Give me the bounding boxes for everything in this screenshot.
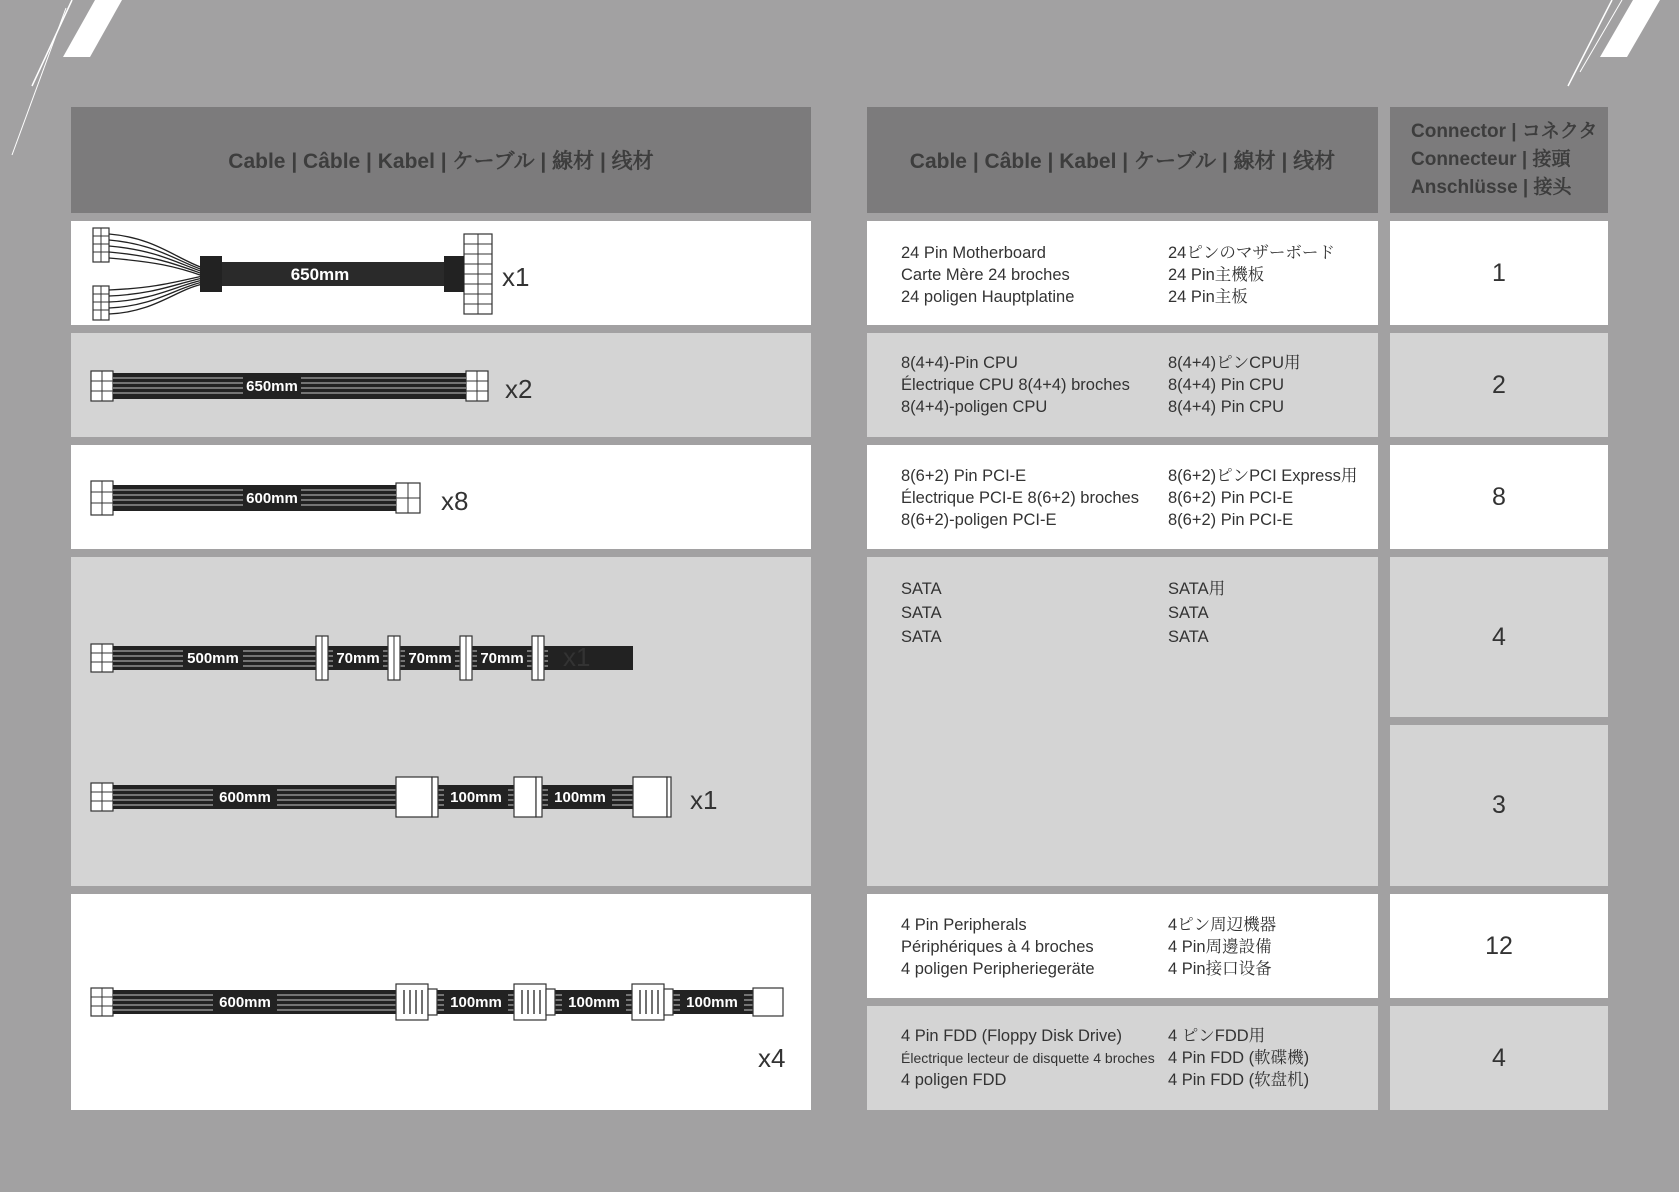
description-line: SATA用 — [1168, 580, 1226, 598]
description-line: 24 poligen Hauptplatine — [901, 288, 1075, 306]
cable-quantity: x2 — [505, 374, 533, 404]
cable-length-label: 100mm — [450, 994, 502, 1011]
cable-length-label: 100mm — [686, 994, 738, 1011]
cable-length-label: 600mm — [219, 789, 271, 806]
description-line: 8(4+4)-poligen CPU — [901, 398, 1048, 416]
cable-quantity: x1 — [563, 642, 591, 672]
cable-peripheral-drawing — [88, 980, 788, 1024]
description-column-header: Cable | Câble | Kabel | ケーブル | 線材 | 线材 — [867, 107, 1378, 213]
description-line: 4 Pin FDD (軟碟機) — [1168, 1049, 1310, 1067]
cable-sata-long-drawing — [88, 775, 678, 819]
description-line: 8(6+2)-poligen PCI-E — [901, 511, 1057, 529]
cable-cpu-drawing — [88, 364, 508, 408]
cable-sata-drawing — [88, 634, 558, 682]
description-line: Périphériques à 4 broches — [901, 938, 1094, 956]
description-line: Électrique PCI-E 8(6+2) broches — [901, 489, 1139, 507]
description-line: 8(6+2)ピンPCI Express用 — [1168, 467, 1358, 485]
description-line: 4 Pin Peripherals — [901, 916, 1027, 934]
description-left — [901, 577, 942, 649]
description-right — [1168, 577, 1225, 649]
description-line: SATA — [1168, 628, 1209, 646]
cable-24pin-drawing — [85, 224, 525, 324]
cable-column-header: Cable | Câble | Kabel | ケーブル | 線材 | 线材 — [71, 107, 811, 213]
description-line: 4 Pin接口设备 — [1168, 960, 1272, 978]
description-left — [901, 465, 1139, 531]
description-line: 4 Pin FDD (软盘机) — [1168, 1071, 1310, 1089]
description-right — [1168, 465, 1357, 531]
description-line: 8(4+4) Pin CPU — [1168, 376, 1285, 394]
description-line: 4 Pin周邊設備 — [1168, 938, 1272, 956]
description-line: 24ピンのマザーボード — [1168, 244, 1335, 262]
description-line: 4 Pin FDD (Floppy Disk Drive) — [901, 1027, 1122, 1045]
description-line: Électrique CPU 8(4+4) broches — [901, 376, 1130, 394]
cable-length-label: 500mm — [187, 650, 239, 667]
description-left — [901, 914, 1095, 980]
description-right — [1168, 1025, 1309, 1091]
cable-length-label: 100mm — [568, 994, 620, 1011]
cable-length-label: 600mm — [246, 490, 298, 507]
description-line: 8(4+4)ピンCPU用 — [1168, 354, 1301, 372]
description-line: 8(6+2) Pin PCI-E — [1168, 511, 1294, 529]
description-line: SATA — [1168, 604, 1209, 622]
description-row-background — [867, 557, 1378, 886]
cable-length-label: 650mm — [246, 378, 298, 395]
description-line: 24 Pin Motherboard — [901, 244, 1046, 262]
description-line: SATA — [901, 628, 942, 646]
cable-length-label: 70mm — [480, 650, 524, 667]
description-line: SATA — [901, 604, 942, 622]
cable-length-label: 100mm — [450, 789, 502, 806]
cable-quantity: x1 — [502, 262, 530, 292]
description-line: 4 poligen FDD — [901, 1071, 1007, 1089]
description-left — [901, 1025, 1155, 1091]
description-line: 8(4+4)-Pin CPU — [901, 354, 1018, 372]
description-left — [901, 242, 1074, 308]
description-right — [1168, 352, 1301, 418]
cable-row-background — [71, 557, 811, 886]
cable-pcie-drawing — [88, 476, 428, 520]
description-left — [901, 352, 1130, 418]
description-line: 4 ピンFDD用 — [1168, 1027, 1266, 1045]
connector-header-line: Connector | コネクタ — [1411, 121, 1598, 142]
description-line: 24 Pin主板 — [1168, 288, 1248, 306]
connector-count: 3 — [1492, 791, 1506, 819]
cable-length-label: 100mm — [554, 789, 606, 806]
description-line: 24 Pin主機板 — [1168, 266, 1265, 284]
connector-header-line: Anschlüsse | 接头 — [1411, 177, 1572, 198]
connector-count: 2 — [1492, 370, 1506, 399]
description-line: Carte Mère 24 broches — [901, 266, 1070, 284]
description-line: Électrique lecteur de disquette 4 broches — [901, 1050, 1155, 1066]
connector-count: 1 — [1492, 258, 1506, 287]
cable-length-label: 600mm — [219, 994, 271, 1011]
description-right — [1168, 914, 1276, 980]
description-line: 4 poligen Peripheriegeräte — [901, 960, 1095, 978]
description-line: 8(4+4) Pin CPU — [1168, 398, 1285, 416]
connector-count: 12 — [1485, 931, 1513, 960]
connector-count: 8 — [1492, 482, 1506, 511]
connector-header-line: Connecteur | 接頭 — [1411, 149, 1571, 170]
cable-length-label: 70mm — [336, 650, 380, 667]
cable-quantity: x4 — [758, 1043, 786, 1073]
cable-length-label: 650mm — [290, 265, 350, 284]
connector-count: 4 — [1492, 622, 1506, 651]
cable-quantity: x8 — [441, 486, 469, 516]
description-right — [1168, 242, 1335, 308]
cable-length-label: 70mm — [408, 650, 452, 667]
connector-column-header — [1390, 107, 1608, 213]
description-line: 8(6+2) Pin PCI-E — [901, 467, 1027, 485]
connector-count: 4 — [1492, 1043, 1506, 1072]
description-line: 4ピン周辺機器 — [1168, 916, 1277, 934]
cable-quantity: x1 — [690, 785, 718, 815]
description-line: 8(6+2) Pin PCI-E — [1168, 489, 1294, 507]
description-line: SATA — [901, 580, 942, 598]
